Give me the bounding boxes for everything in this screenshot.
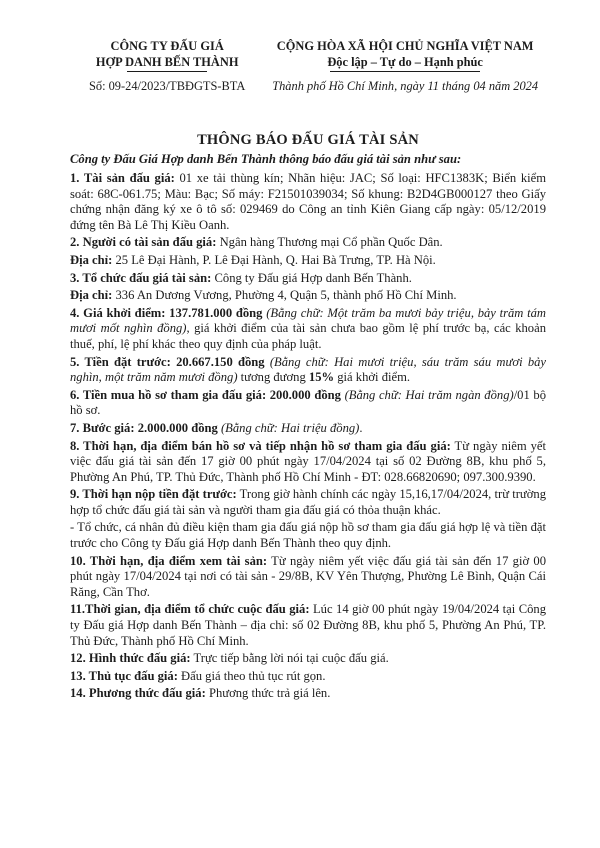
company-name-line1: CÔNG TY ĐẤU GIÁ — [110, 39, 224, 53]
item-label: 7. Bước giá: 2.000.000 đồng — [70, 420, 218, 435]
national-motto: Độc lập – Tự do – Hạnh phúc — [327, 55, 483, 69]
item-starting-price — [70, 306, 546, 353]
deposit-percent: 15% — [308, 370, 335, 385]
item-text: Ngân hàng Thương mại Cổ phần Quốc Dân. — [216, 235, 443, 250]
item-viewing — [70, 554, 546, 601]
item-in-words: (Bằng chữ: Hai mươi triệu, sáu trăm sáu mươi bảy nghìn, một trăm năm mươi đồng) — [70, 354, 546, 385]
item-label: Địa chỉ: — [70, 252, 113, 267]
item-label: 3. Tổ chức đấu giá tài sản: — [70, 270, 212, 285]
item-asset-owner — [70, 235, 546, 251]
item-dossier-period — [70, 439, 546, 486]
item-dossier-fee — [70, 388, 546, 419]
item-organizer-address — [70, 288, 546, 304]
item-text: - Tổ chức, cá nhân đủ điều kiện tham gia đấu giá nộp hồ sơ tham gia đấu giá hợp lệ và tiền đặt trước cho Công ty Đấu giá Hợp danh Bến Thành theo quy định. — [70, 520, 546, 551]
item-label: 9. Thời hạn nộp tiền đặt trước: — [70, 487, 237, 502]
issue-date: Thành phố Hồ Chí Minh, ngày 11 tháng 04 năm 2024 — [272, 79, 539, 93]
item-label: 1. Tài sản đấu giá: — [70, 171, 175, 185]
company-underline — [127, 71, 207, 72]
item-in-words: (Bằng chữ: Hai trăm ngàn đồng) — [340, 387, 514, 402]
item-deposit — [70, 355, 546, 386]
item-auction-organizer — [70, 271, 546, 287]
item-asset — [70, 171, 546, 233]
national-heading — [264, 38, 546, 94]
item-auction-form — [70, 651, 546, 667]
item-text: Phương thức trả giá lên. — [205, 686, 331, 701]
item-bid-increment — [70, 421, 546, 437]
item-text: Công ty Đấu giá Hợp danh Bến Thành. — [211, 270, 412, 285]
item-text: Từ ngày niêm yết việc đấu giá tài sản đến 17 giờ 00 phút ngày 17/04/2024 tại số 02 Đường 8B, khu phố 5, Phường An Phú, TP. Thủ Đức, Thành phố Hồ Chí Minh - ĐT: 028.66820690; 097.300.9390. — [70, 438, 546, 484]
item-text: Từ ngày niêm yết việc đấu giá tài sản đến 17 giờ 00 phút ngày 17/04/2024 tại nơi có tài sản - 29/8B, KV Yên Thượng, Phường Lê Bình, Quận Cái Răng, Cần Thơ. — [70, 553, 547, 599]
item-label: 6. Tiền mua hồ sơ tham gia đấu giá: 200.000 đồng — [70, 387, 341, 402]
item-text: 01 xe tải thùng kín; Nhãn hiệu: JAC; Số loại: HFC1383K; Biển kiểm soát: 68C-061.75; Màu: Bạc; Số máy: F21501039034; Số khung: B2D4GB000127 theo Giấy chứng nhận đăng ký xe ô tô số: 029469 do Công an tỉnh Kiên Giang cấp ngày: 05/12/2019 đứng tên Bà Lê Thị Kiều Oanh. — [70, 171, 547, 232]
item-in-words: (Bằng chữ: Hai triệu đồng) — [217, 420, 360, 435]
item-auction-time-place — [70, 602, 546, 649]
item-label: Địa chỉ: — [70, 288, 113, 303]
item-text-end: giá khởi điểm. — [334, 370, 411, 385]
item-text: . — [359, 420, 363, 435]
item-in-words: (Bằng chữ: Một trăm ba mươi bảy triệu, bảy trăm tám mươi mốt nghìn đồng) — [70, 305, 546, 336]
item-label: 5. Tiền đặt trước: 20.667.150 đồng — [70, 354, 265, 369]
item-deposit-period — [70, 487, 546, 518]
item-deposit-note — [70, 520, 546, 551]
item-text: Lúc 14 giờ 00 phút ngày 19/04/2024 tại Công ty Đấu giá Hợp danh Bến Thành – địa chỉ: số 02 Đường 8B, khu phố 5, Phường An Phú, TP. Thủ Đức, Thành phố Hồ Chí Minh. — [70, 602, 546, 648]
company-name-line2: HỢP DANH BẾN THÀNH — [95, 55, 239, 69]
item-text: /01 bộ hồ sơ. — [70, 387, 547, 418]
item-label: 14. Phương thức đấu giá: — [70, 686, 206, 701]
item-text: 25 Lê Đại Hành, P. Lê Đại Hành, Q. Hai Bà Trưng, TP. Hà Nội. — [112, 252, 436, 267]
item-text: 336 An Dương Vương, Phường 4, Quận 5, thành phố Hồ Chí Minh. — [112, 288, 457, 303]
motto-underline — [330, 71, 480, 72]
document-number: Số: 09-24/2023/TBĐGTS-BTA — [88, 79, 246, 93]
item-text: Trực tiếp bằng lời nói tại cuộc đấu giá. — [190, 651, 389, 666]
item-label: 13. Thủ tục đấu giá: — [70, 668, 178, 683]
item-label: 8. Thời hạn, địa điểm bán hồ sơ và tiếp nhận hồ sơ tham gia đấu giá: — [70, 438, 451, 453]
item-text: Trong giờ hành chính các ngày 15,16,17/04/2024, trừ trường hợp tổ chức đấu giá tài sản và người tham gia đấu giá có thỏa thuận khác. — [70, 487, 546, 517]
document-title: THÔNG BÁO ĐẤU GIÁ TÀI SẢN — [197, 132, 419, 148]
item-auction-method — [70, 686, 546, 702]
intro-line: Công ty Đấu Giá Hợp danh Bến Thành thông báo đấu giá tài sản như sau: — [70, 152, 462, 166]
item-label: 10. Thời hạn, địa điểm xem tài sản: — [70, 553, 268, 568]
document-header — [70, 38, 546, 94]
item-text: tương đương — [237, 370, 309, 385]
item-label: 2. Người có tài sản đấu giá: — [70, 235, 217, 250]
item-label: 4. Giá khởi điểm: 137.781.000 đồng — [70, 305, 263, 320]
item-text: Đấu giá theo thủ tục rút gọn. — [177, 668, 326, 683]
item-label: 11.Thời gian, địa điểm tổ chức cuộc đấu giá: — [70, 602, 310, 617]
item-text: , giá khởi điểm của tài sản chưa bao gồm lệ phí trước bạ, các khoản thuế, phí, lệ phí khác theo quy định của pháp luật. — [70, 321, 546, 351]
nation-name: CỘNG HÒA XÃ HỘI CHỦ NGHĨA VIỆT NAM — [276, 39, 534, 53]
item-owner-address — [70, 253, 546, 269]
item-label: 12. Hình thức đấu giá: — [70, 651, 191, 666]
issuer-block — [70, 38, 264, 94]
item-auction-procedure — [70, 669, 546, 685]
